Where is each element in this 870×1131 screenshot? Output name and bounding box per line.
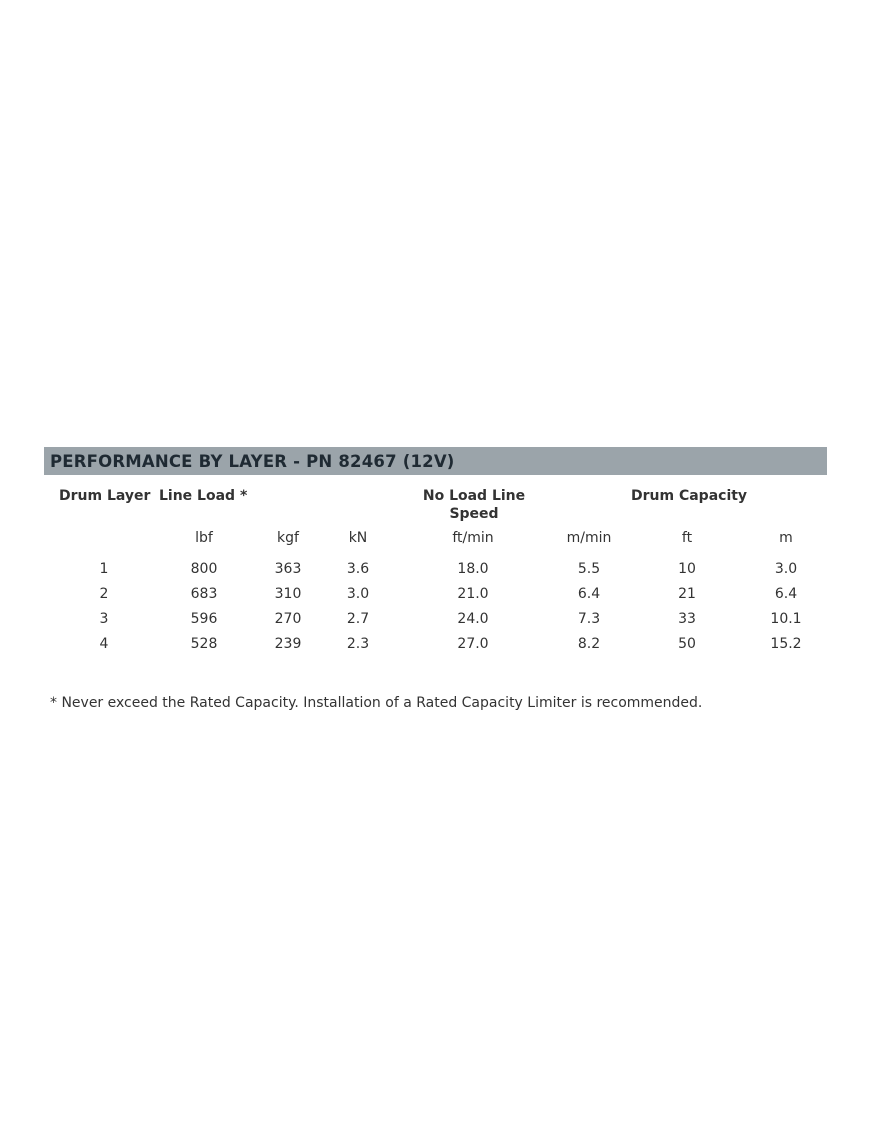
performance-table (44, 475, 827, 711)
cell-lbf: 528 (190, 636, 218, 652)
cell-layer: 2 (99, 586, 109, 602)
header-line-load: Line Load * (159, 488, 248, 504)
cell-kn: 3.0 (346, 586, 370, 602)
unit-m-min: m/min (566, 530, 612, 546)
cell-m-min: 6.4 (577, 586, 601, 602)
performance-section (44, 447, 827, 711)
cell-kgf: 310 (274, 586, 302, 602)
cell-kgf: 363 (274, 561, 302, 577)
cell-ft-min: 27.0 (457, 636, 489, 652)
cell-kn: 3.6 (346, 561, 370, 577)
unit-lbf: lbf (195, 530, 213, 546)
cell-ft: 33 (678, 611, 696, 627)
cell-lbf: 683 (190, 586, 218, 602)
cell-m: 10.1 (770, 611, 802, 627)
header-drum-layer: Drum Layer (59, 488, 151, 504)
header-line-speed-line1: No Load Line (422, 488, 526, 504)
header-line-speed-line2: Speed (449, 506, 499, 522)
cell-m-min: 5.5 (577, 561, 601, 577)
unit-ft: ft (681, 530, 693, 546)
cell-m: 15.2 (770, 636, 802, 652)
cell-kgf: 239 (274, 636, 302, 652)
header-drum-capacity: Drum Capacity (631, 488, 748, 504)
unit-ft-min: ft/min (452, 530, 494, 546)
cell-ft-min: 24.0 (457, 611, 489, 627)
cell-m-min: 8.2 (577, 636, 601, 652)
footnote: * Never exceed the Rated Capacity. Installation of a Rated Capacity Limiter is recommended. (50, 695, 703, 711)
cell-ft: 50 (678, 636, 696, 652)
cell-ft: 10 (678, 561, 696, 577)
cell-layer: 3 (99, 611, 109, 627)
cell-m: 3.0 (774, 561, 798, 577)
cell-kn: 2.3 (346, 636, 370, 652)
cell-ft: 21 (678, 586, 696, 602)
cell-kgf: 270 (274, 611, 302, 627)
cell-m: 6.4 (774, 586, 798, 602)
cell-layer: 1 (99, 561, 109, 577)
unit-kgf: kgf (277, 530, 299, 546)
unit-m: m (779, 530, 793, 546)
cell-lbf: 800 (190, 561, 218, 577)
section-title-bar (44, 447, 827, 475)
unit-kn: kN (348, 530, 368, 546)
cell-kn: 2.7 (346, 611, 370, 627)
cell-layer: 4 (99, 636, 109, 652)
cell-ft-min: 21.0 (457, 586, 489, 602)
section-title: PERFORMANCE BY LAYER - PN 82467 (12V) (50, 451, 455, 471)
cell-lbf: 596 (190, 611, 218, 627)
cell-ft-min: 18.0 (457, 561, 489, 577)
cell-m-min: 7.3 (577, 611, 601, 627)
